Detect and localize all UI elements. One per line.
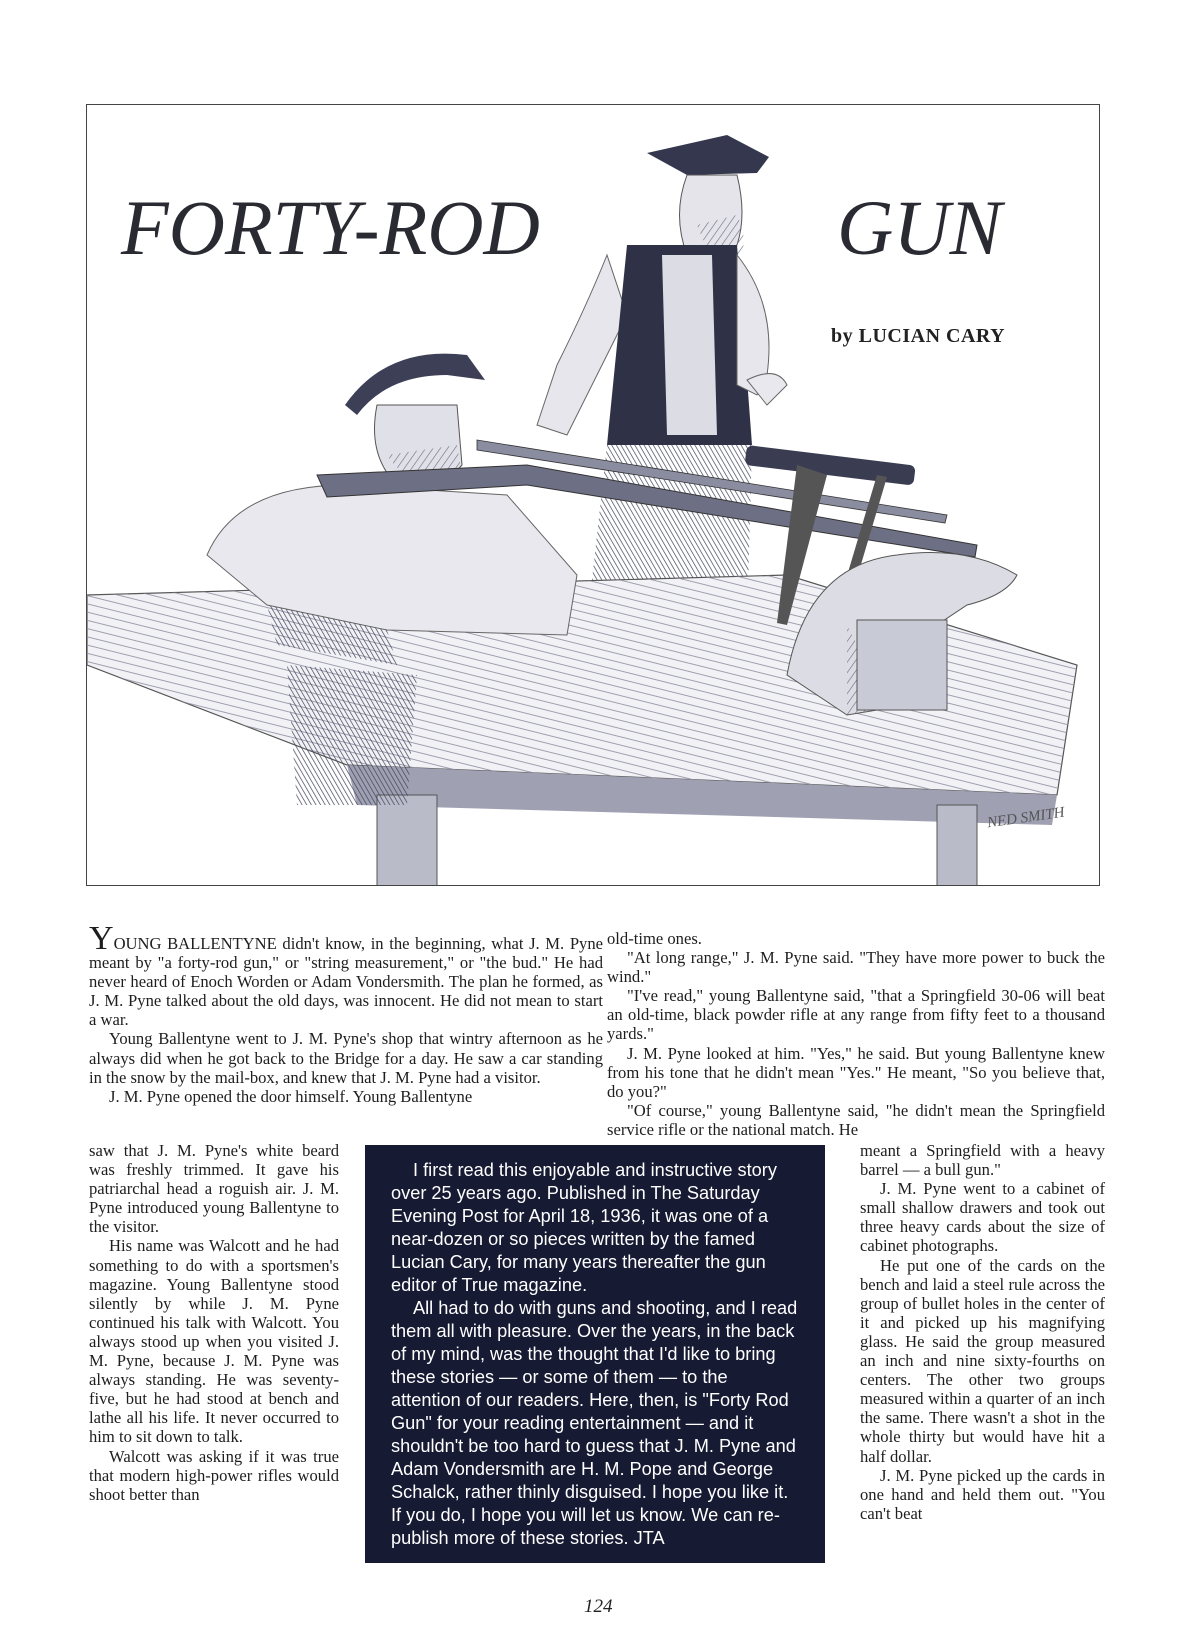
paragraph-10: J. M. Pyne went to a cabinet of small shallow drawers and took out three heavy cards about the size of cabinet photographs. [860,1179,1105,1256]
byline: by LUCIAN CARY [831,325,1006,347]
paragraph-12: J. M. Pyne picked up the cards in one hand and held them out. "You can't beat [860,1465,1105,1523]
paragraph-5: Walcott was asking if it was true that modern high-power rifles would shoot better than [89,1446,339,1504]
paragraph-7: "I've read," young Ballentyne said, "that a Springfield 30-06 will beat an old-time, black powder rifle at any range from fifty feet to a thousand yards." [607,986,1105,1044]
standing-man-figure [537,135,769,625]
left-column-narrow [89,1141,339,1504]
drop-cap: Y [89,920,114,957]
paragraph-2: Young Ballentyne went to J. M. Pyne's shop that wintry afternoon as he always did when he got back to the Bridge for a day. He saw a car standing in the snow by the mail-box, and knew that J. M. Pyne had a visitor. [89,1029,603,1087]
lead-in: OUNG BALLENTYNE [113,934,277,953]
paragraph-3-start: J. M. Pyne opened the door himself. Young Ballentyne [109,1086,473,1106]
illustrator-signature: NED SMITH [986,804,1066,832]
sidebar-paragraph-2: All had to do with guns and shooting, and I read them all with pleasure. Over the years, in the back of my mind, was the thought that I'd like to bring these stories — or some of them — to the attention of our readers. Here, then, is "Forty Rod Gun" for your reading entertainment — and it shouldn't be too hard to guess that J. M. Pyne and Adam Vondersmith are H. M. Pope and George Schalck, rather thinly disguised. I hope you like it. If you do, I hope you will let us know. We can re-publish more of these stories. JTA [391,1298,798,1548]
paragraph-4: His name was Walcott and he had something to do with a sportsmen's magazine. Young Ballentyne stood silently by while J. M. Pyne continued his talk with Walcott. You always stood up when you visited J. M. Pyne, because J. M. Pyne was always standing. He was seventy-five, but he had stood at bench and lathe all his life. It never occurred to him to sit down to talk. [89,1236,339,1447]
left-column-top [89,920,604,1106]
sidebar-paragraph-1: I first read this enjoyable and instructive story over 25 years ago. Published in The Saturday Evening Post for April 18, 1936, it was one of a near-dozen or so pieces written by the famed Lucian Cary, for many years thereafter the gun editor of True magazine. [391,1160,777,1295]
paragraph-1-text: didn't know, in the beginning, what J. M. Pyne meant by "a forty-rod gun," or "string measurement," or "the bud." He had never heard of Enoch Worden or Adam Vondersmith. The plan he formed, as J. M. Pyne talked about the old days, was innocent. He did not mean to start a war. [89,934,604,1030]
paragraph-3-continued: saw that J. M. Pyne's white beard was freshly trimmed. It gave his patriarchal head a roguish air. J. M. Pyne introduced young Ballentyne to the visitor. [89,1141,339,1237]
right-column-narrow [860,1141,1105,1523]
paragraph-8: J. M. Pyne looked at him. "Yes," he said. But young Ballentyne knew from his tone that he didn't mean "Yes." He meant, "So you believe that, do you?" [607,1043,1105,1101]
page-number: 124 [584,1596,613,1617]
paragraph-9-continued: meant a Springfield with a heavy barrel — a bull gun." [860,1141,1105,1180]
paragraph-5-continued: old-time ones. [607,929,702,948]
illustration-frame [86,104,1100,886]
paragraph-6: "At long range," J. M. Pyne said. "They have more power to buck the wind." [607,948,1105,987]
paragraph-11: He put one of the cards on the bench and laid a steel rule across the group of bullet holes in the center of it and picked up his magnifying glass. He said the group measured an inch and nine sixty-fourths on centers. The other two groups measured within a quarter of an inch the same. There wasn't a shot in the whole thirty but would have hit a half dollar. [860,1255,1105,1466]
paragraph-9-start: "Of course," young Ballentyne said, "he didn't mean the Springfield service rifle or the national match. He [607,1100,1105,1139]
right-column-top [607,929,1105,1139]
title-forty-rod: FORTY-ROD [121,184,540,271]
editor-note-sidebar [365,1145,825,1563]
title-gun: GUN [837,184,1002,271]
paragraph-1 [89,920,604,1030]
